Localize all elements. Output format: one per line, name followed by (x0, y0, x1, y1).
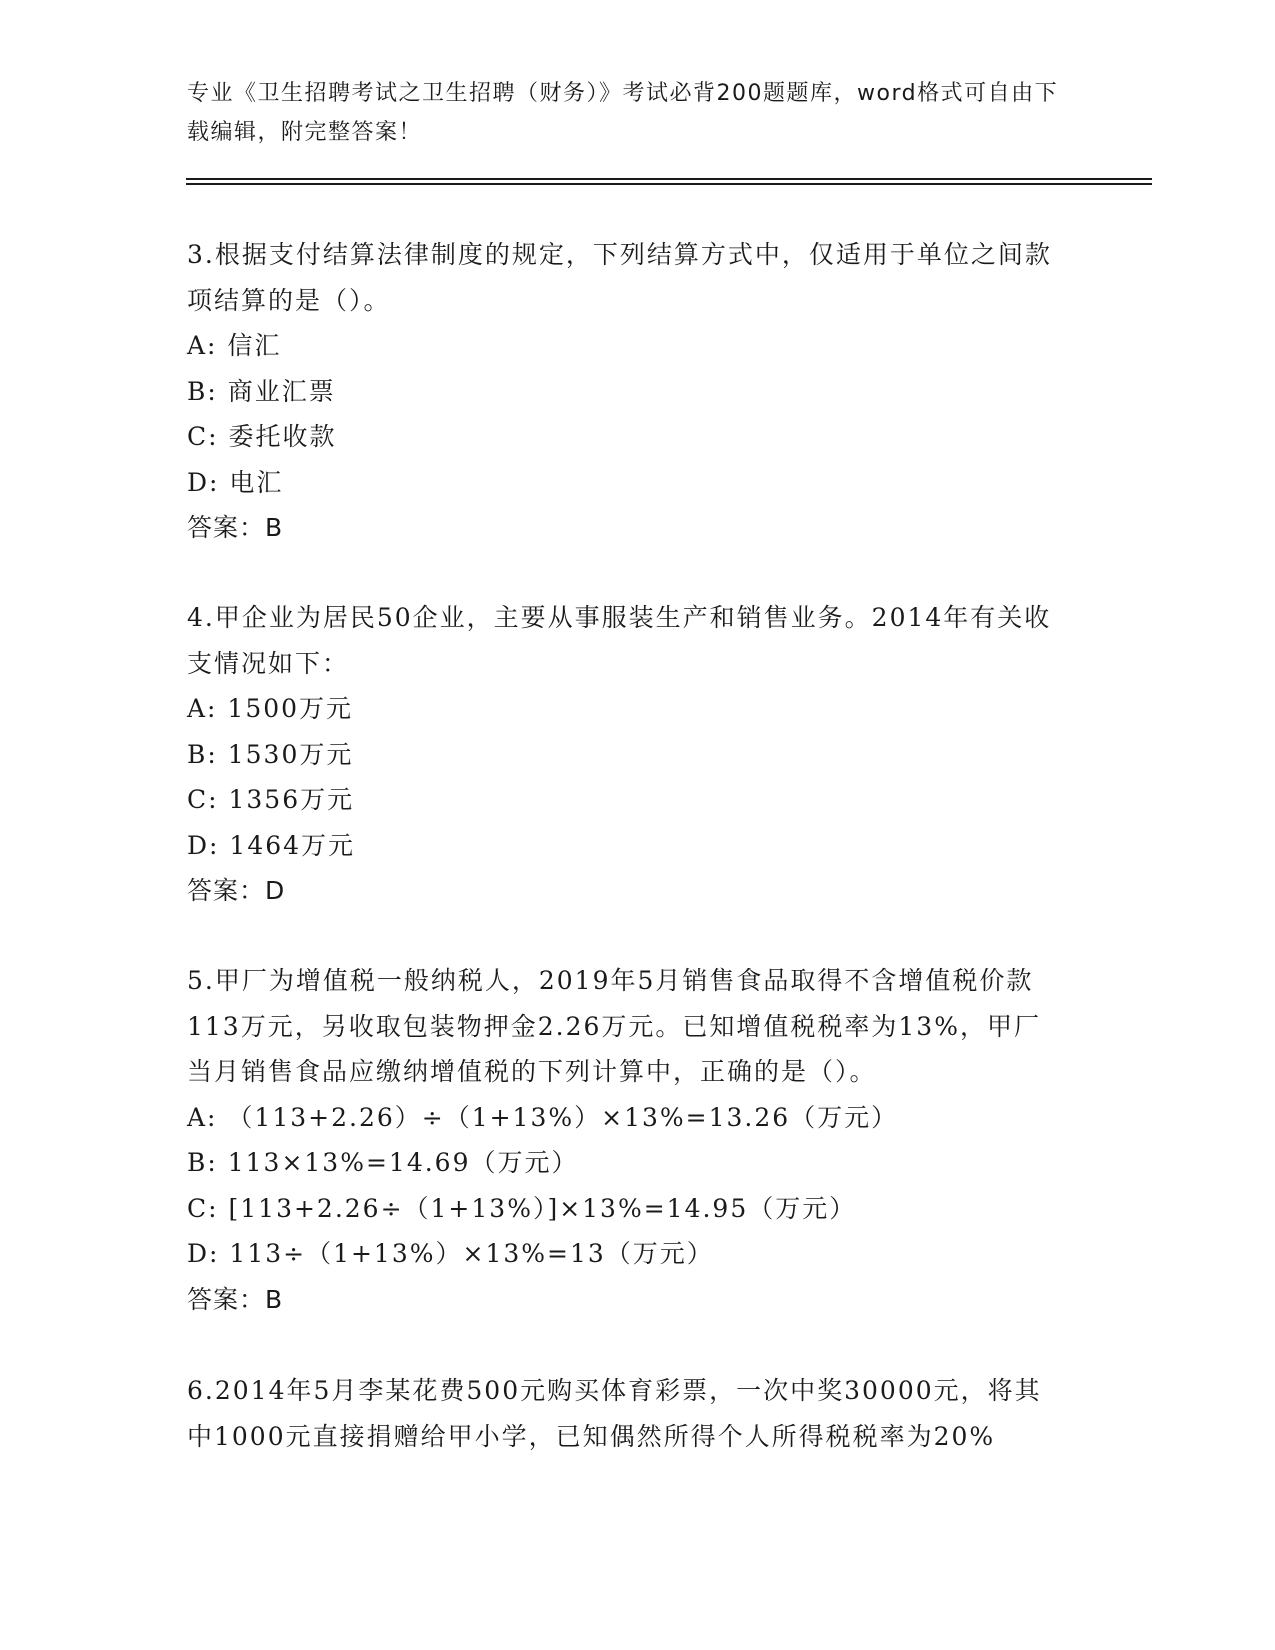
option-d: D: 电汇 (187, 467, 284, 497)
question-stem: 6.2014年5月李某花费500元购买体育彩票，一次中奖30000元，将其中1000元直接捐赠给甲小学，已知偶然所得个人所得税税率为20% (187, 1376, 1042, 1451)
option-a: A: 信汇 (187, 331, 282, 360)
answer: 答案：D (187, 876, 286, 905)
question-6 (187, 1368, 1087, 1459)
option-d: D: 113÷（1+13%）×13%=13（万元） (187, 1239, 714, 1268)
option-c: C: 1356万元 (187, 785, 355, 814)
option-b: B: 1530万元 (187, 739, 354, 769)
option-a: A: （113+2.26）÷（1+13%）×13%=13.26（万元） (187, 1102, 899, 1132)
answer: 答案：B (187, 513, 284, 542)
option-d: D: 1464万元 (187, 830, 356, 860)
question-stem: 5.甲厂为增值税一般纳税人，2019年5月销售食品取得不含增值税价款113万元，另收取包装物押金2.26万元。已知增值税税率为13%，甲厂当月销售食品应缴纳增值税的下列计算中，正确的是（）。 (187, 966, 1041, 1086)
option-b: B: 113×13%=14.69（万元） (187, 1148, 579, 1177)
question-stem: 3.根据支付结算法律制度的规定，下列结算方式中，仅适用于单位之间款项结算的是（）。 (187, 240, 1052, 315)
option-a: A: 1500万元 (187, 694, 354, 723)
option-c: C: 委托收款 (187, 422, 337, 451)
header-rule-top (186, 178, 1152, 180)
option-c: C: [113+2.26÷（1+13%）]×13%=14.95（万元） (187, 1193, 857, 1223)
question-4 (187, 595, 1087, 914)
question-5 (187, 958, 1087, 1322)
document-header: 专业《卫生招聘考试之卫生招聘（财务）》考试必背200题题库，word格式可自由下载编辑，附完整答案！ (187, 81, 1059, 145)
answer: 答案：B (187, 1284, 284, 1314)
option-b: B: 商业汇票 (187, 376, 336, 406)
header-rule-bottom (186, 183, 1152, 185)
question-3 (187, 232, 1087, 551)
question-stem: 4.甲企业为居民50企业，主要从事服装生产和销售业务。2014年有关收支情况如下： (187, 603, 1052, 678)
